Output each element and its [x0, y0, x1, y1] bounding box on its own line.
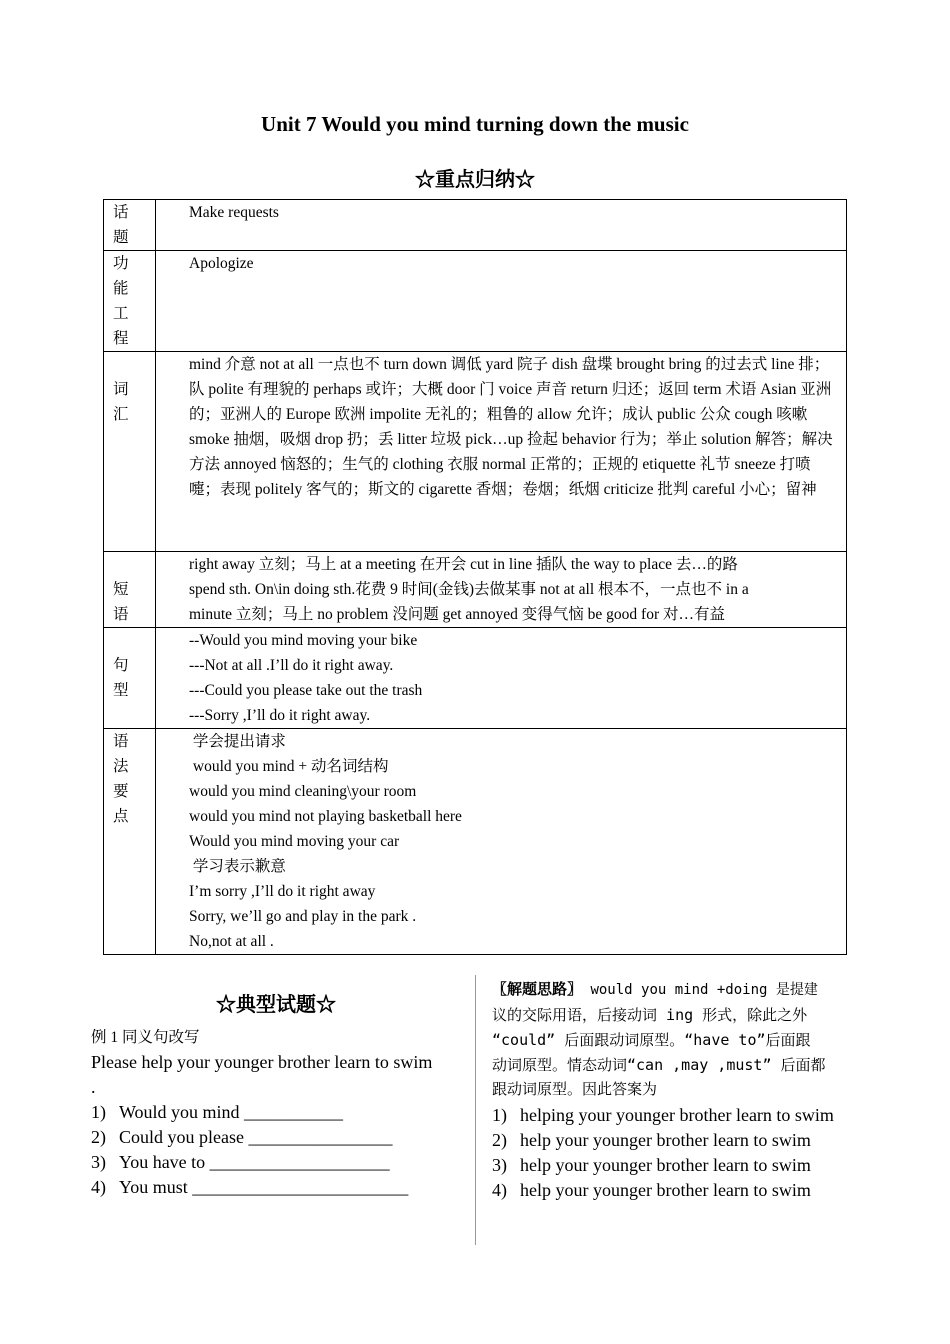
list-item: 3) help your younger brother learn to swim	[492, 1155, 811, 1175]
row-category: 语 法 要 点	[104, 729, 156, 955]
row-content: mind 介意 not at all 一点也不 turn down 调低 yard 院子 dish 盘堞 brought bring 的过去式 line 排；队 polite 有理貌的 perhaps 或许；大概 door 门 voice 声音 return 归还；返回 term 术语 Asian 亚洲的；亚洲人的 Europe 欧洲 impolite 无礼的；粗鲁的 allow 允许；成认 public 公众 cough 咳嗽 smoke 抽烟，吸烟 drop 扔；丢 litter 垃圾 pick…up 捡起 behavior 行为；举止 solution 解答；解决方法 annoyed 恼怒的；生气的 clothing 衣服 normal 正常的；正规的 etiquette 礼节 sneeze 打喷嚏；表现 politely 客气的；斯文的 cigarette 香烟；卷烟；纸烟 criticize 批判 careful 小心；留神	[156, 352, 847, 552]
page-title: Unit 7 Would you mind turning down the music	[261, 112, 689, 136]
list-item: 4) help your younger brother learn to swim	[492, 1180, 811, 1200]
row-content: Apologize	[156, 251, 847, 352]
solution-text: 跟动词原型。因此答案为	[492, 1082, 658, 1098]
table-row-topic	[104, 200, 847, 251]
table-row-vocabulary	[104, 352, 847, 552]
table-row-grammar	[104, 729, 847, 955]
exam-section	[91, 988, 461, 1200]
column-divider	[475, 975, 476, 1245]
row-content: --Would you mind moving your bike ---Not at all .I’ll do it right away. ---Could you please take out the trash ---Sorry ,I’ll do it right away.	[156, 628, 847, 729]
row-category: 词 汇	[104, 352, 156, 552]
summary-table	[103, 199, 847, 955]
list-item: 3) You have to ____________________	[91, 1152, 390, 1172]
list-item: 1) helping your younger brother learn to swim	[492, 1105, 834, 1125]
list-item: 1) Would you mind ___________	[91, 1102, 344, 1122]
solution-text: 动词原型。情态动词“can ,may ,must” 后面都	[492, 1056, 826, 1074]
list-item: 2) Could you please ________________	[91, 1127, 393, 1147]
solution-section	[492, 978, 872, 1203]
row-content: right away 立刻；马上 at a meeting 在开会 cut in line 插队 the way to place 去…的路 spend sth. On\in doing sth.花费 9 时间(金钱)去做某事 not at all 根本不，一点也不 in a minute 立刻；马上 no problem 没问题 get annoyed 变得气恼 be good for 对…有益	[156, 552, 847, 628]
solution-text: 〖解题思路〗 would you mind +doing 是提建	[492, 982, 818, 998]
question-list	[91, 1100, 461, 1200]
row-content: Make requests	[156, 200, 847, 251]
section-title-exam: ☆典型试题☆	[216, 994, 336, 1016]
row-category: 话 题	[104, 200, 156, 251]
section-title-summary: ☆重点归纳☆	[415, 169, 535, 191]
example-sentence: Please help your younger brother learn to swim	[91, 1052, 433, 1072]
example-label: 例 1 同义句改写	[91, 1029, 200, 1046]
row-category: 短 语	[104, 552, 156, 628]
table-row-sentences	[104, 628, 847, 729]
table-row-phrases	[104, 552, 847, 628]
table-row-function	[104, 251, 847, 352]
list-item: 4) You must ________________________	[91, 1177, 409, 1197]
example-sentence-end: .	[91, 1077, 96, 1097]
row-category: 功 能 工 程	[104, 251, 156, 352]
row-content: 学会提出请求 would you mind + 动名词结构 would you mind cleaning\your room would you mind not playing basketball here Would you mind moving your car 学习表示歉意 I’m sorry ,I’ll do it right away Sorry, we’ll go and play in the park . No,not at all .	[156, 729, 847, 955]
solution-text: “could” 后面跟动词原型。“have to”后面跟	[492, 1031, 811, 1049]
row-category: 句 型	[104, 628, 156, 729]
list-item: 2) help your younger brother learn to swim	[492, 1130, 811, 1150]
answer-list	[492, 1103, 872, 1203]
solution-text: 议的交际用语，后接动词 ing 形式，除此之外	[492, 1006, 808, 1024]
